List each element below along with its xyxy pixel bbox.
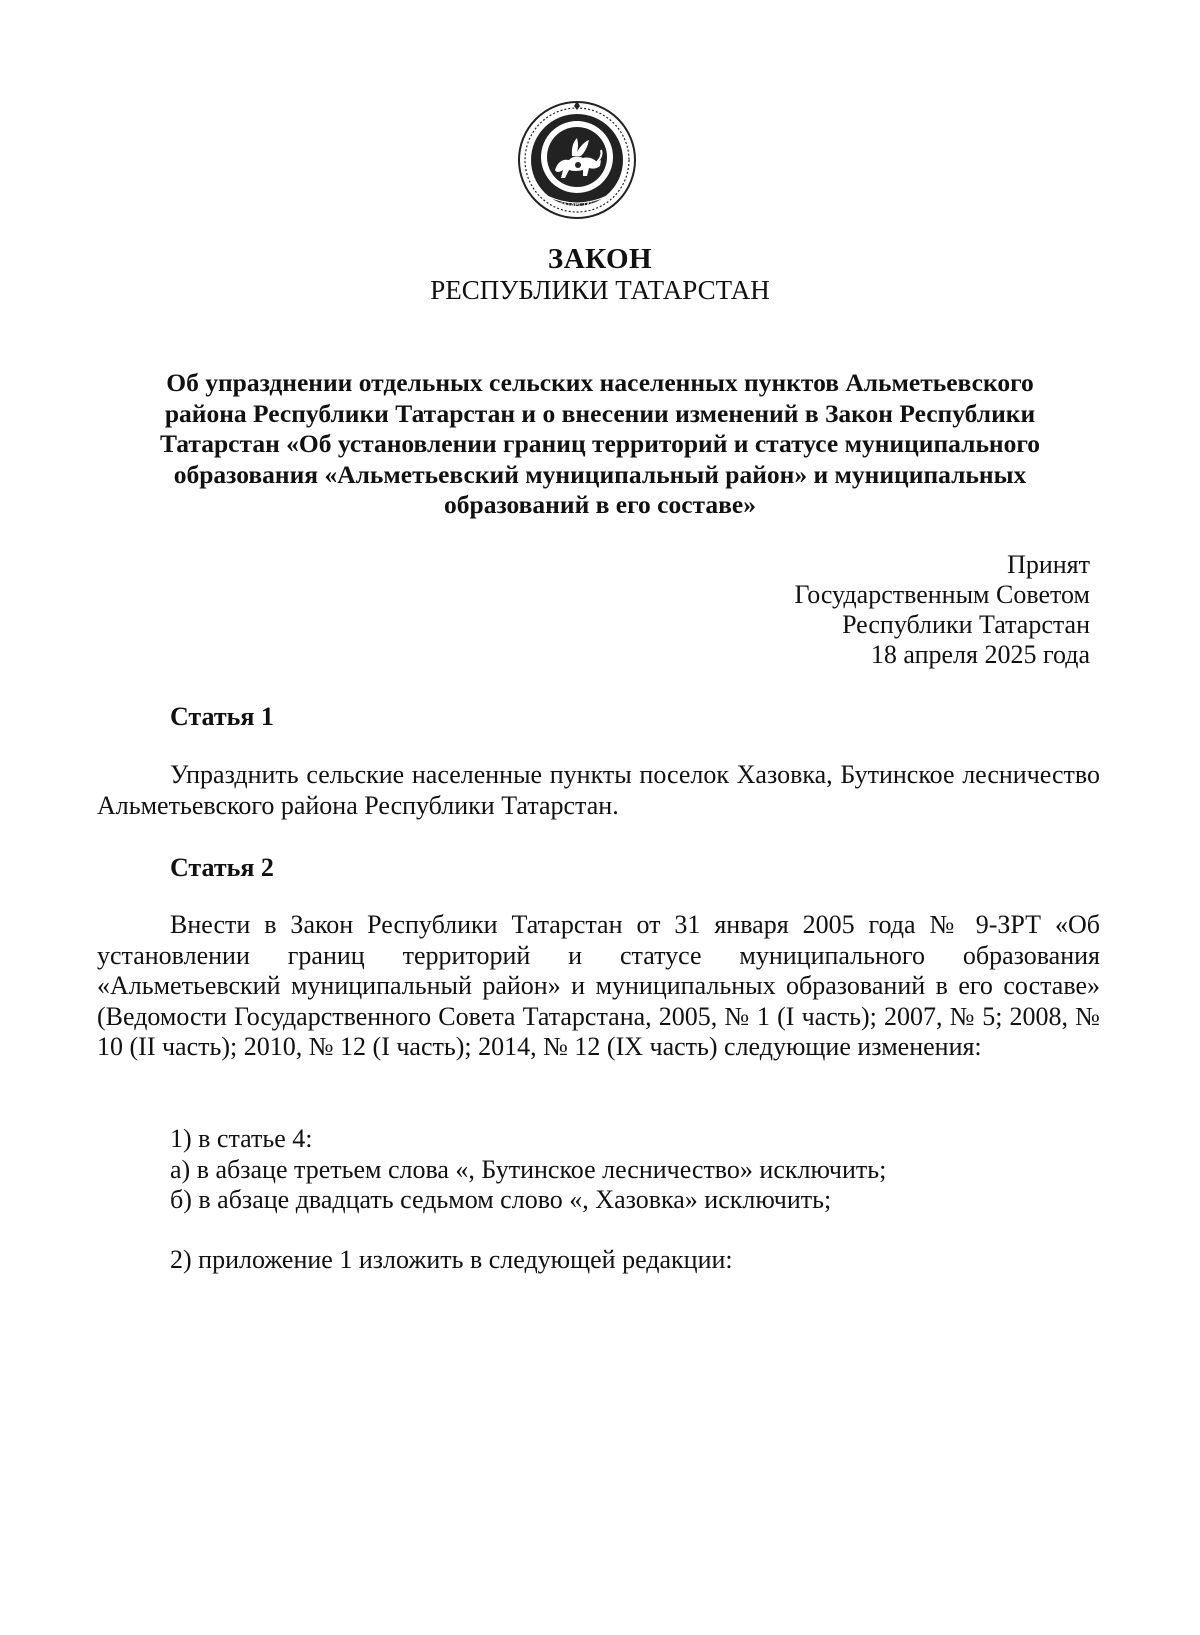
emblem-caption: ТАТАРСТАН xyxy=(559,202,595,209)
amendment-line: 1) в статье 4: xyxy=(170,1124,313,1153)
document-type-title: ЗАКОН xyxy=(547,243,653,275)
article-1-text: Упразднить сельские населенные пункты поселок Хазовка, Бутинское лесничество Альметьевского района Республики Татарстан. xyxy=(97,760,1100,820)
adoption-line: Государственным Советом xyxy=(794,580,1090,609)
adoption-line: Принят xyxy=(1007,550,1090,579)
law-title-line: Татарстан «Об установлении границ территорий и статусе муниципального xyxy=(159,429,1041,458)
amendment-line: б) в абзаце двадцать седьмом слово «, Хазовка» исключить; xyxy=(170,1185,832,1214)
adoption-line: Республики Татарстан xyxy=(842,610,1090,639)
law-title-line: образования «Альметьевский муниципальный район» и муниципальных xyxy=(173,459,1027,489)
adoption-date: 18 апреля 2025 года xyxy=(870,640,1090,669)
amendment-line: 2) приложение 1 изложить в следующей редакции: xyxy=(170,1245,733,1274)
article-2-text: Внести в Закон Республики Татарстан от 31 января 2005 года № 9-ЗРТ «Об установлении границ территорий и статусе муниципального образования «Альметьевский муниципальный район» и муниципальных образований в его составе» (Ведомости Государственного Совета Татарстана, 2005, № 1 (I часть); 2007, № 5; 2008, № 10 (II часть); 2010, № 12 (I часть); 2014, № 12 (IX часть) следующие изменения: xyxy=(97,910,1100,1061)
article-2-title: Статья 2 xyxy=(170,853,274,882)
tatarstan-coat-of-arms-icon xyxy=(517,100,637,220)
article-1-title: Статья 1 xyxy=(170,702,274,731)
amendment-item-2 xyxy=(170,1245,1100,1276)
issuer-subtitle: РЕСПУБЛИКИ ТАТАРСТАН xyxy=(430,275,770,305)
law-title-line: Об упразднении отдельных сельских населенных пунктов Альметьевского xyxy=(166,368,1034,397)
law-title xyxy=(100,368,1100,521)
law-title-line: образований в его составе» xyxy=(444,490,756,519)
amendment-item-1 xyxy=(170,1124,1100,1216)
adoption-block xyxy=(690,550,1090,670)
amendment-line: а) в абзаце третьем слова «, Бутинское лесничество» исключить; xyxy=(170,1154,887,1184)
law-title-line: района Республики Татарстан и о внесении изменений в Закон Республики xyxy=(164,398,1036,428)
